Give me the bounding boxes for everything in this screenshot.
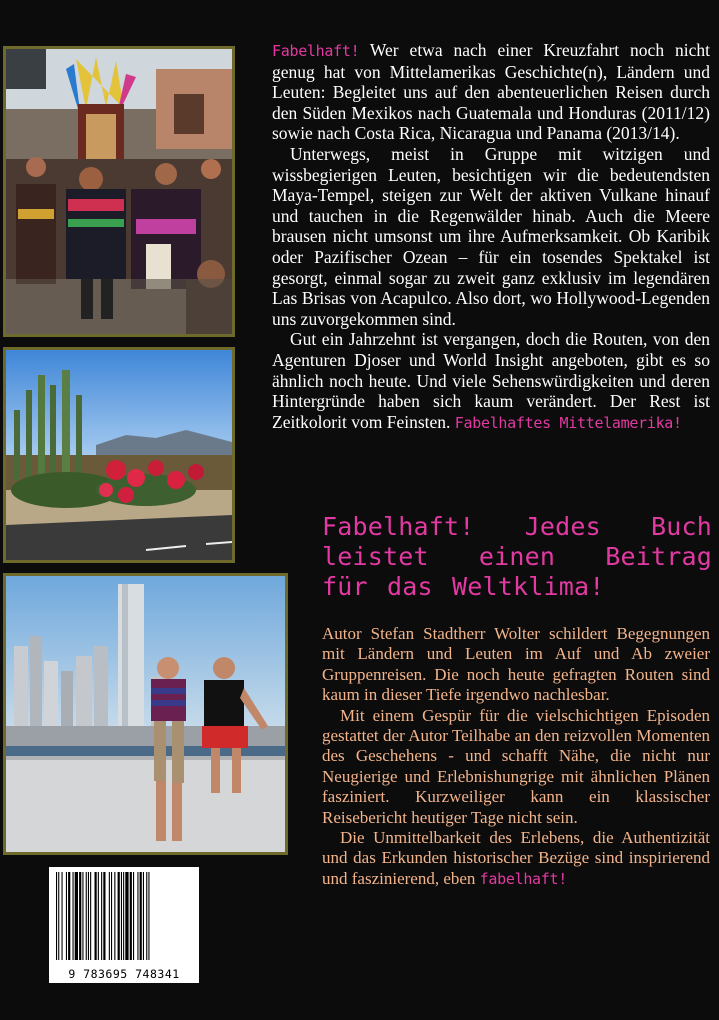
barcode-bar bbox=[123, 872, 124, 960]
barcode-bar bbox=[82, 872, 83, 960]
barcode-bar bbox=[121, 872, 122, 960]
skyline-image bbox=[6, 576, 285, 852]
barcode-bar bbox=[88, 872, 89, 960]
barcode-bar bbox=[101, 872, 102, 960]
barcode-digits: 9 783695 748341 bbox=[68, 967, 180, 981]
barcode-bar bbox=[137, 872, 138, 960]
upper-paragraph-3-body: Gut ein Jahrzehnt ist vergangen, doch die Routen, von den Agenturen Djoser und World Insight angeboten, gibt es so ähnlich noch heute. Und viele Sehenswürdigkeiten und deren Hintergründe haben sich kaum verändert. Der Rest ist Zeitkolorit vom Feinsten. bbox=[272, 329, 710, 432]
upper-paragraph-1 bbox=[272, 40, 710, 144]
upper-paragraph-2: Unterwegs, meist in Gruppe mit witzigen und wissbegierigen Leuten, besichtigen wir die bedeutendsten Maya-Tempel, steigen zur Welt der aktiven Vulkane hinauf und tauchen in die Regenwälder hinab. Auch die Meere brausen nicht umsonst um ihre Aufmerksamkeit. Ob Karibik oder Pazifischer Ozean – für ein tosendes Spektakel ist gesorgt, einmal sogar zu zweit ganz exklusiv im legendären Las Brisas von Acapulco. Also dort, wo Hollywood-Legenden uns zuvorgekommen sind. bbox=[272, 143, 710, 329]
lower-text bbox=[322, 624, 710, 889]
barcode-bar bbox=[56, 872, 57, 960]
fabelhaft-tail: fabelhaft! bbox=[479, 869, 567, 888]
procession-image bbox=[6, 49, 232, 334]
barcode-bar bbox=[125, 872, 128, 960]
barcode-bar bbox=[73, 872, 74, 960]
barcode-bar bbox=[109, 872, 110, 960]
photo-panama-skyline bbox=[3, 573, 288, 855]
fabelhaftes-tail: Fabelhaftes Mittelamerika! bbox=[454, 413, 682, 432]
barcode-bar bbox=[146, 872, 147, 960]
barcode-bar bbox=[130, 872, 132, 960]
slogan: Fabelhaft! Jedes Buch leistet einen Beitrag für das Weltklima! bbox=[322, 512, 712, 601]
barcode-bar bbox=[103, 872, 105, 960]
barcode-bar bbox=[86, 872, 87, 960]
cactus-image bbox=[6, 350, 232, 560]
barcode-bar bbox=[68, 872, 70, 960]
barcode-bar bbox=[118, 872, 120, 960]
lower-paragraph-2: Mit einem Gespür für die vielschichtigen Episoden gestattet der Autor Teilhabe an den reizvollen Momenten des Geschehens - und schafft Nähe, die nicht nur Neugierige und Erlebnishungrige mit ähnlichen Plänen fasziniert. Kurzweiliger kann ein klassischer Reisebericht heutiger Tage nicht sein. bbox=[322, 705, 710, 827]
photo-cactus-landscape bbox=[3, 347, 235, 563]
upper-paragraph-1-body: Wer etwa nach einer Kreuzfahrt noch nicht genug hat von Mittelamerikas Geschichte(n), Ländern und Leuten: Begleitet uns auf den abenteuerlichen Reisen durch den Süden Mexikos nach Guatemala und Honduras (2011/12) sowie nach Costa Rica, Nicaragua und Panama (2013/14). bbox=[272, 40, 710, 144]
barcode-bar bbox=[95, 872, 97, 960]
barcode-bar bbox=[62, 872, 63, 960]
barcode-bar bbox=[140, 872, 142, 960]
barcode-bar bbox=[114, 872, 115, 960]
barcode-bar bbox=[143, 872, 144, 960]
barcode-bar bbox=[148, 872, 149, 960]
barcode-bar bbox=[111, 872, 112, 960]
lower-paragraph-3 bbox=[322, 828, 710, 889]
barcode-bar bbox=[90, 872, 91, 960]
barcode-bar bbox=[66, 872, 67, 960]
barcode-bar bbox=[133, 872, 134, 960]
barcode-bar bbox=[79, 872, 81, 960]
barcode-bar bbox=[58, 872, 59, 960]
barcode bbox=[49, 867, 199, 983]
barcode-bar bbox=[98, 872, 99, 960]
lower-paragraph-3-body: Die Unmittelbarkeit des Erlebens, die Authentizität und das Erkunden historischer Bezüge sind inspirierend und faszinierend, eben bbox=[322, 828, 710, 888]
lower-paragraph-1: Autor Stefan Stadtherr Wolter schildert Begegnungen mit Ländern und Leuten im Auf und Ab zweier Gruppenreisen. Die noch heute gefragten Routen sind kaum in dieser Tiefe irgendwo nachlesbar. bbox=[322, 624, 710, 705]
photo-procession bbox=[3, 46, 235, 337]
fabelhaft-lead: Fabelhaft! bbox=[272, 42, 360, 60]
barcode-bars bbox=[54, 872, 194, 960]
barcode-bar bbox=[75, 872, 78, 960]
upper-paragraph-3 bbox=[272, 329, 710, 433]
upper-text bbox=[272, 40, 710, 433]
